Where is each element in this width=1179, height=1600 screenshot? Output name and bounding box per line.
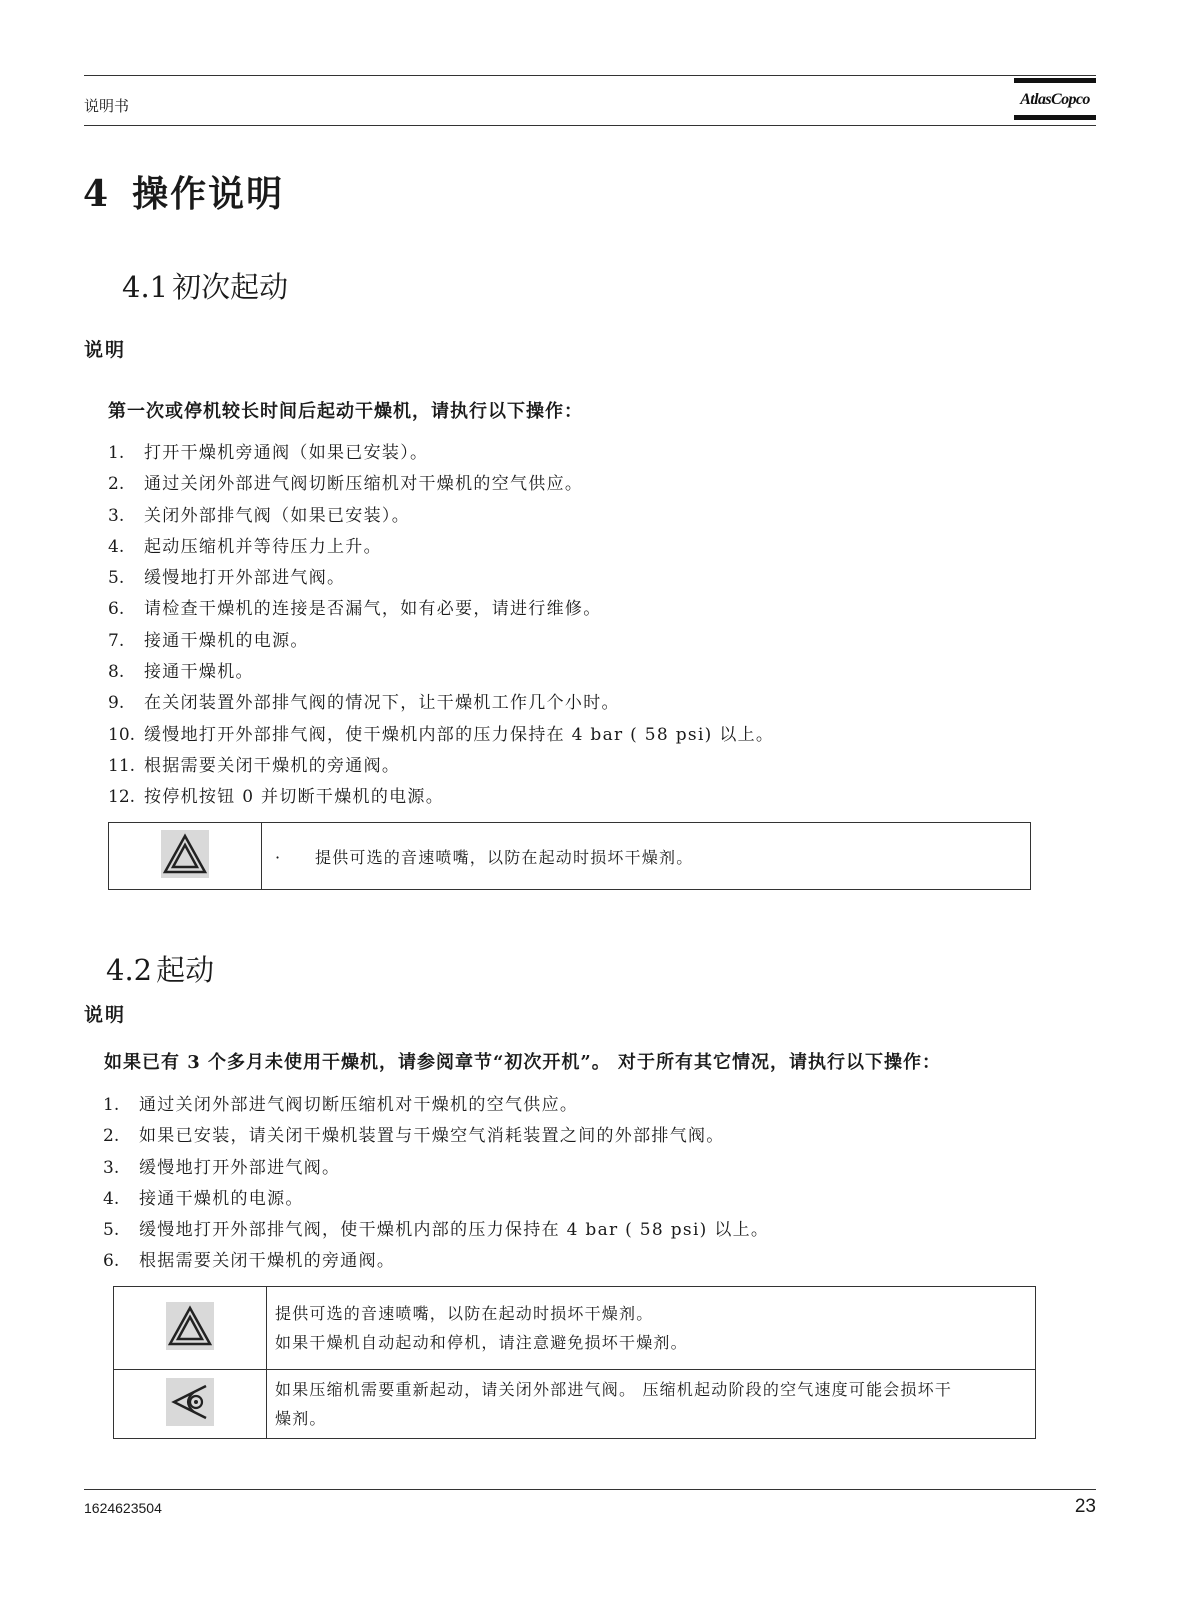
section-4-2-title-text: 起动: [156, 953, 215, 987]
note-text-cell: [267, 1287, 1036, 1370]
header-doc-type: 说明书: [84, 97, 130, 115]
note-text: 如果干燥机自动起动和停机，请注意避免损坏干燥剂。: [275, 1333, 688, 1352]
note-text: 提供可选的音速喷嘴，以防在起动时损坏干燥剂。: [315, 847, 694, 867]
list-item: 6. 根据需要关闭干燥机的旁通阀。: [103, 1251, 396, 1272]
table-row: [114, 1370, 1036, 1439]
note-text-cell: [267, 1370, 1036, 1439]
table-row: [114, 1287, 1036, 1370]
list-item: 7. 接通干燥机的电源。: [108, 630, 309, 651]
section-4-1-lead: 第一次或停机较长时间后起动干燥机，请执行以下操作：: [108, 401, 583, 422]
chapter-number: 4: [83, 173, 111, 215]
section-4-1-title: [122, 265, 288, 306]
list-item: 1. 打开干燥机旁通阀（如果已安装）。: [108, 443, 429, 463]
chapter-title: [83, 166, 284, 217]
list-item: 2. 通过关闭外部进气阀切断压缩机对干燥机的空气供应。: [108, 474, 584, 495]
list-item: 3. 关闭外部排气阀（如果已安装）。: [108, 505, 410, 526]
section-4-1-subheading: 说明: [84, 339, 127, 361]
section-4-2-steps: [103, 1090, 769, 1278]
section-4-2-number: 4.2: [106, 953, 153, 987]
list-item: 12. 按停机按钮 0 并切断干燥机的电源。: [108, 787, 445, 808]
section-4-1-steps: [108, 438, 774, 814]
note-text: 燥剂。: [275, 1409, 327, 1428]
brand-logo: [1014, 78, 1096, 126]
brand-logo-text: AtlasCopco: [1020, 91, 1090, 108]
note-text-cell: [262, 823, 1031, 890]
section-4-2-title: [106, 948, 214, 989]
eye-attention-icon: [166, 1378, 214, 1426]
list-item: 11. 根据需要关闭干燥机的旁通阀。: [108, 755, 401, 776]
list-item: 9. 在关闭装置外部排气阀的情况下，让干燥机工作几个小时。: [108, 693, 620, 714]
section-4-2-subheading: 说明: [84, 1004, 127, 1026]
list-item: 3. 缓慢地打开外部进气阀。: [103, 1157, 341, 1178]
list-item: 5. 缓慢地打开外部进气阀。: [108, 568, 346, 589]
header-bottom-rule: [84, 125, 1096, 126]
table-row: [109, 823, 1031, 890]
header-top-rule: [84, 75, 1096, 76]
footer-doc-id: 1624623504: [84, 1500, 162, 1516]
list-item: 8. 接通干燥机。: [108, 662, 254, 683]
list-item: 6. 请检查干燥机的连接是否漏气，如有必要，请进行维修。: [108, 599, 602, 620]
list-item: 4. 起动压缩机并等待压力上升。: [108, 536, 382, 557]
list-item: 2. 如果已安装，请关闭干燥机装置与干燥空气消耗装置之间的外部排气阀。: [103, 1126, 725, 1147]
note-bullet: ·: [275, 847, 282, 867]
list-item: 5. 缓慢地打开外部排气阀，使干燥机内部的压力保持在 4 bar ( 58 psi) 以上。: [103, 1220, 770, 1241]
list-item: 4. 接通干燥机的电源。: [103, 1188, 304, 1209]
chapter-title-text: 操作说明: [132, 173, 285, 215]
section-4-1-title-text: 初次起动: [172, 270, 289, 304]
footer-page-number: 23: [1074, 1496, 1096, 1517]
note-icon-cell: [109, 823, 262, 890]
note-text: 如果压缩机需要重新起动，请关闭外部进气阀。 压缩机起动阶段的空气速度可能会损坏干: [275, 1380, 953, 1399]
section-4-2-note-table: [113, 1286, 1036, 1439]
warning-triangle-icon: [166, 1302, 214, 1350]
note-text: 提供可选的音速喷嘴，以防在起动时损坏干燥剂。: [275, 1304, 654, 1323]
note-icon-cell: [114, 1370, 267, 1439]
section-4-1-number: 4.1: [122, 270, 169, 304]
list-item: 10. 缓慢地打开外部排气阀，使干燥机内部的压力保持在 4 bar ( 58 psi) 以上。: [108, 724, 775, 745]
footer-rule: [84, 1489, 1096, 1490]
section-4-1-note-table: [108, 822, 1031, 890]
warning-triangle-icon: [161, 830, 209, 878]
section-4-2-lead: 如果已有 3 个多月未使用干燥机，请参阅章节“初次开机”。 对于所有其它情况，请执行以下操作：: [104, 1052, 942, 1073]
list-item: 1. 通过关闭外部进气阀切断压缩机对干燥机的空气供应。: [103, 1095, 579, 1115]
note-icon-cell: [114, 1287, 267, 1370]
